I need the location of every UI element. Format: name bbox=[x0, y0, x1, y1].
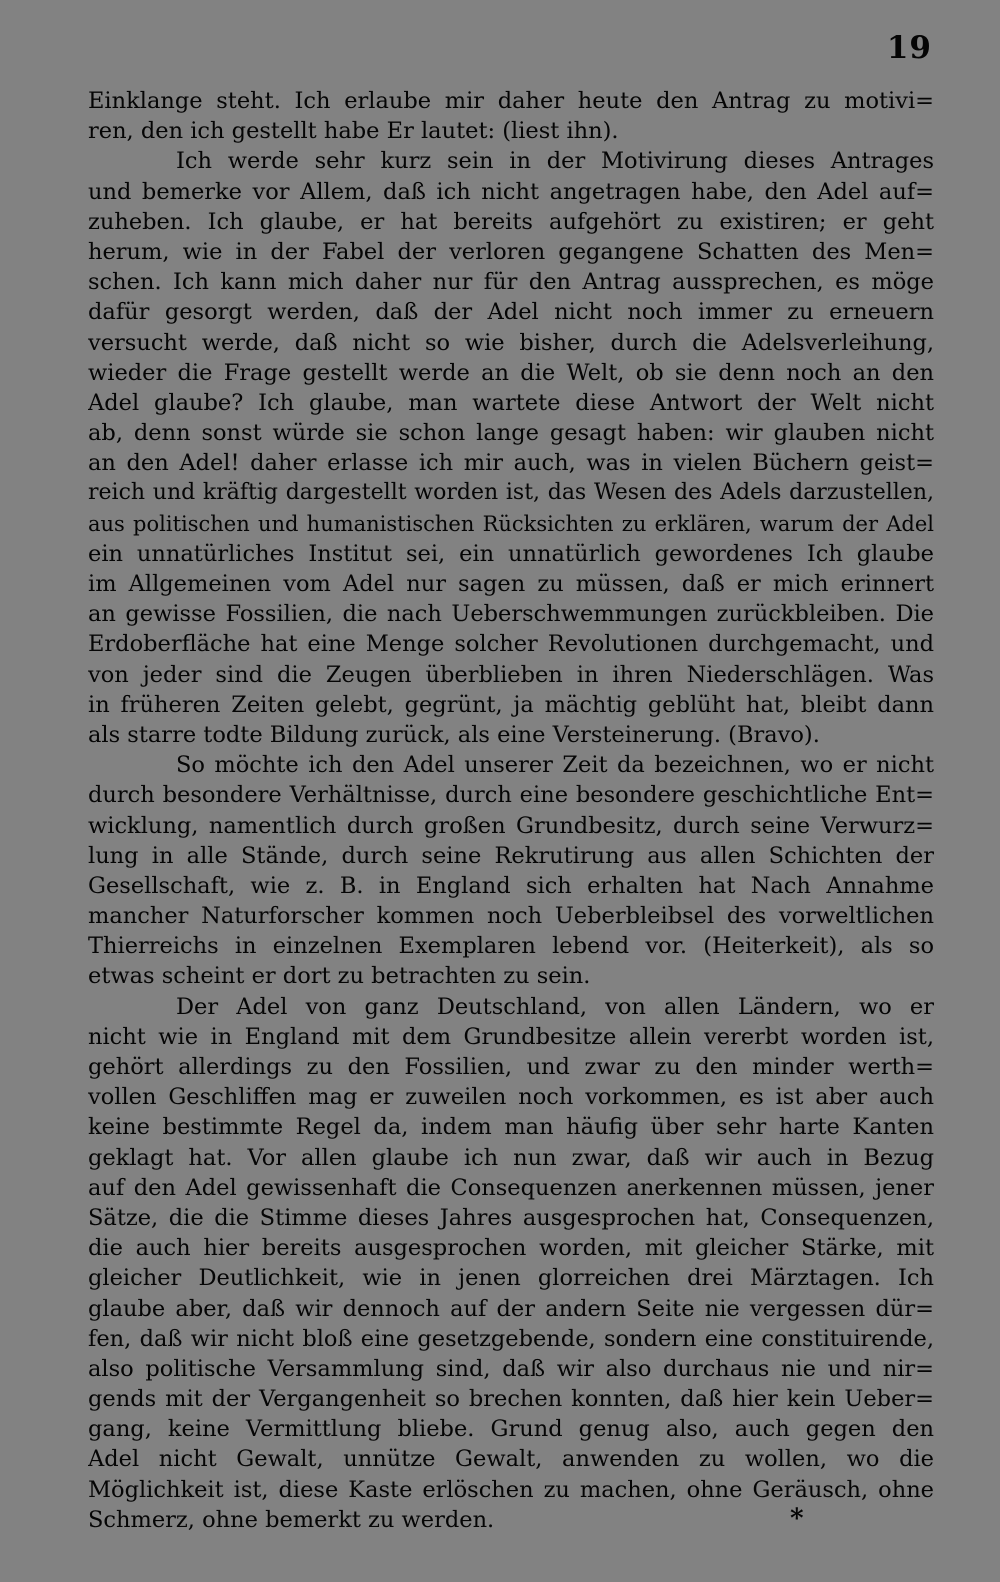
text-line: Der Adel von ganz Deutschland, von allen Ländern, wo er bbox=[176, 993, 934, 1020]
text-line: an gewisse Fossilien, die nach Ueberschwemmungen zurückbleiben. Die bbox=[88, 601, 934, 628]
text-line: in früheren Zeiten gelebt, gegrünt, ja mächtig geblüht hat, bleibt dann bbox=[88, 691, 934, 718]
page-number: 19 bbox=[886, 30, 932, 66]
text-line: fen, daß wir nicht bloß eine gesetzgebende, sondern eine constituirende, bbox=[88, 1325, 934, 1352]
text-line: gleicher Deutlichkeit, wie in jenen glorreichen drei Märztagen. Ich bbox=[88, 1265, 934, 1292]
text-line: ren, den ich gestellt habe Er lautet: (liest ihn). bbox=[88, 118, 619, 145]
text-line: auf den Adel gewissenhaft die Consequenzen anerkennen müssen, jener bbox=[88, 1174, 934, 1201]
text-line: die auch hier bereits ausgesprochen worden, mit gleicher Stärke, mit bbox=[88, 1235, 934, 1262]
text-line: gehört allerdings zu den Fossilien, und zwar zu den minder werth= bbox=[88, 1054, 934, 1080]
signature-mark: * bbox=[790, 1504, 804, 1534]
text-line: nicht wie in England mit dem Grundbesitze allein vererbt worden ist, bbox=[88, 1023, 934, 1050]
text-line: Einklange steht. Ich erlaube mir daher heute den Antrag zu motivi= bbox=[88, 88, 934, 114]
text-line: Schmerz, ohne bemerkt zu werden. bbox=[88, 1506, 495, 1533]
text-line: geklagt hat. Vor allen glaube ich nun zwar, daß wir auch in Bezug bbox=[88, 1144, 934, 1171]
text-line: aus politischen und humanistischen Rücksichten zu erklären, warum der Adel bbox=[88, 511, 934, 536]
text-line: im Allgemeinen vom Adel nur sagen zu müssen, daß er mich erinnert bbox=[88, 571, 934, 597]
text-line: also politische Versammlung sind, daß wir also durchaus nie und nir= bbox=[88, 1355, 934, 1382]
text-line: Möglichkeit ist, diese Kaste erlöschen zu machen, ohne Geräusch, ohne bbox=[88, 1476, 934, 1503]
text-line: Adel glaube? Ich glaube, man wartete diese Antwort der Welt nicht bbox=[88, 389, 934, 416]
text-line: dafür gesorgt werden, daß der Adel nicht noch immer zu erneuern bbox=[88, 299, 934, 326]
text-line: So möchte ich den Adel unserer Zeit da bezeichnen, wo er nicht bbox=[176, 752, 934, 779]
text-line: Thierreichs in einzelnen Exemplaren lebend vor. (Heiterkeit), als so bbox=[88, 933, 934, 960]
text-line: schen. Ich kann mich daher nur für den Antrag aussprechen, es möge bbox=[88, 269, 934, 296]
text-line: vollen Geschliffen mag er zuweilen noch vorkommen, es ist aber auch bbox=[88, 1084, 934, 1111]
text-line: versucht werde, daß nicht so wie bisher, durch die Adelsverleihung, bbox=[88, 329, 934, 356]
text-line: gang, keine Vermittlung bliebe. Grund genug also, auch gegen den bbox=[88, 1416, 934, 1443]
body-text bbox=[88, 86, 934, 1535]
text-line: an den Adel! daher erlasse ich mir auch, was in vielen Büchern geist= bbox=[88, 450, 934, 477]
text-line: mancher Naturforscher kommen noch Ueberbleibsel des vorweltlichen bbox=[88, 903, 934, 930]
text-line: und bemerke vor Allem, daß ich nicht angetragen habe, den Adel auf= bbox=[88, 178, 934, 205]
text-line: Erdoberfläche hat eine Menge solcher Revolutionen durchgemacht, und bbox=[88, 631, 934, 658]
text-line: zuheben. Ich glaube, er hat bereits aufgehört zu existiren; er geht bbox=[88, 208, 934, 235]
text-line: gends mit der Vergangenheit so brechen konnten, daß hier kein Ueber= bbox=[88, 1386, 934, 1413]
text-line: ab, denn sonst würde sie schon lange gesagt haben: wir glauben nicht bbox=[88, 420, 934, 447]
text-line: durch besondere Verhältnisse, durch eine besondere geschichtliche Ent= bbox=[88, 782, 934, 809]
text-line: etwas scheint er dort zu betrachten zu sein. bbox=[88, 963, 591, 990]
text-line: lung in alle Stände, durch seine Rekrutirung aus allen Schichten der bbox=[88, 842, 934, 869]
text-line: reich und kräftig dargestellt worden ist, das Wesen des Adels darzustellen, bbox=[88, 480, 934, 506]
text-line: ein unnatürliches Institut sei, ein unnatürlich gewordenes Ich glaube bbox=[88, 540, 934, 567]
text-line: Gesellschaft, wie z. B. in England sich erhalten hat Nach Annahme bbox=[88, 872, 934, 899]
text-line: glaube aber, daß wir dennoch auf der andern Seite nie vergessen dür= bbox=[88, 1295, 934, 1322]
text-line: Adel nicht Gewalt, unnütze Gewalt, anwenden zu wollen, wo die bbox=[88, 1446, 934, 1473]
text-line: von jeder sind die Zeugen überblieben in ihren Niederschlägen. Was bbox=[88, 661, 934, 688]
text-line: herum, wie in der Fabel der verloren gegangene Schatten des Men= bbox=[88, 238, 934, 265]
text-line: wicklung, namentlich durch großen Grundbesitz, durch seine Verwurz= bbox=[88, 812, 934, 839]
text-line: wieder die Frage gestellt werde an die Welt, ob sie denn noch an den bbox=[88, 359, 934, 386]
text-line: als starre todte Bildung zurück, als eine Versteinerung. (Bravo). bbox=[88, 721, 820, 748]
text-line: Ich werde sehr kurz sein in der Motivirung dieses Antrages bbox=[176, 148, 934, 175]
text-line: keine bestimmte Regel da, indem man häufig über sehr harte Kanten bbox=[88, 1114, 934, 1141]
text-line: Sätze, die die Stimme dieses Jahres ausgesprochen hat, Consequenzen, bbox=[88, 1204, 934, 1231]
